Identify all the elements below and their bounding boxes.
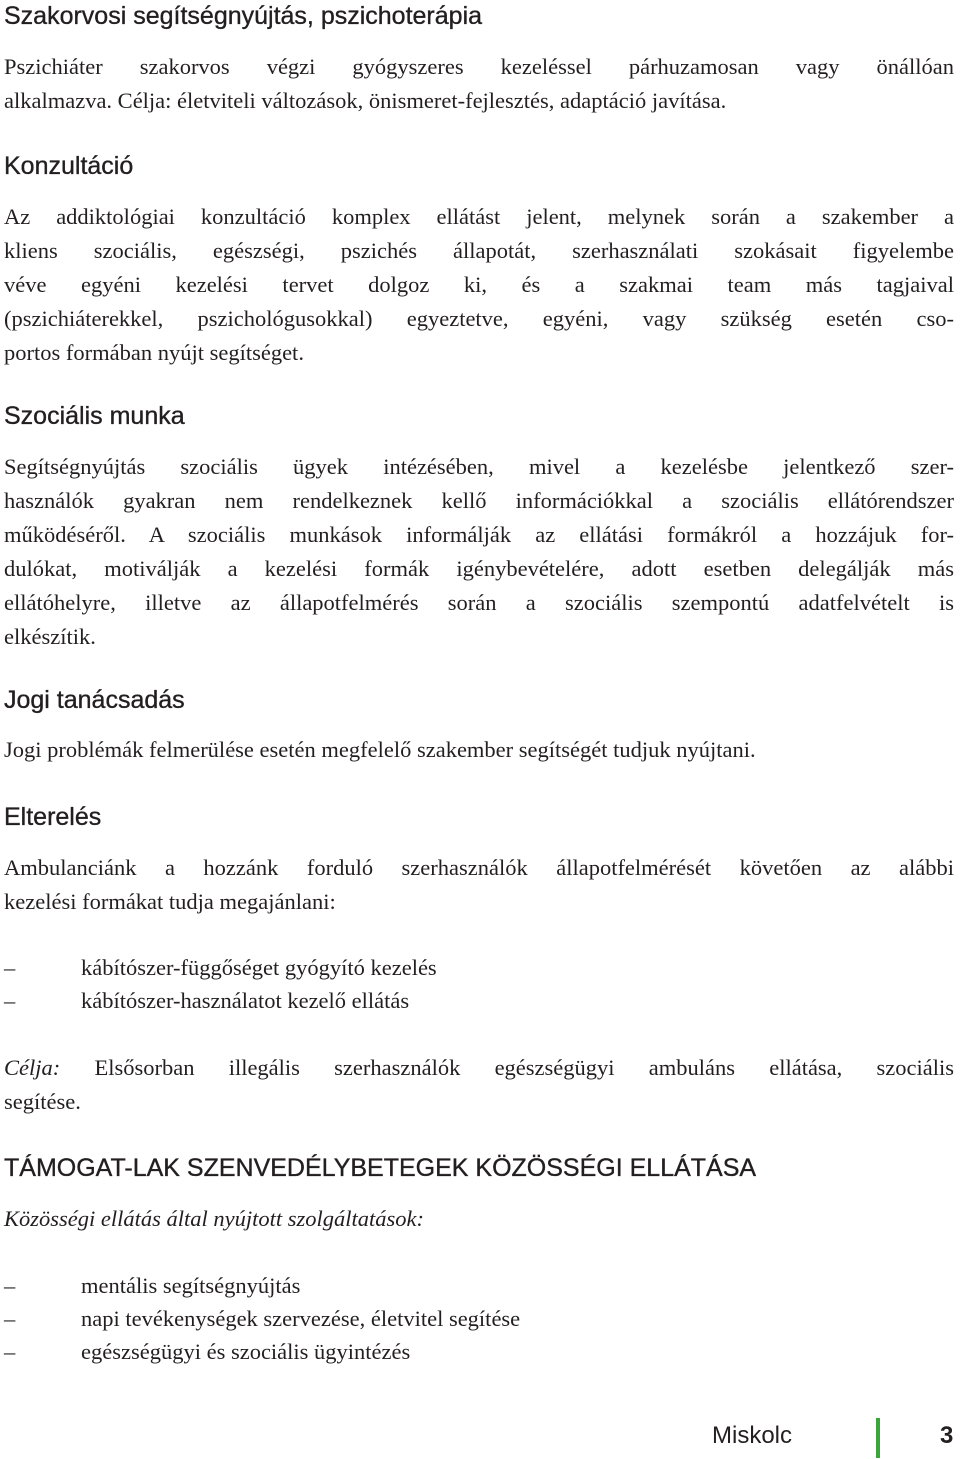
- paragraph-line: működéséről. A szociális munkások informálják az ellátási formákról a hozzájuk for-: [4, 522, 954, 547]
- goal-text: Elsősorban illegális szerhasználók egészségügyi ambuláns ellátása, szociális: [94, 1055, 954, 1080]
- list-item: [4, 951, 954, 984]
- paragraph-line: Jogi problémák felmerülése esetén megfelelő szakember segítségét tudjuk nyújtani.: [4, 737, 756, 762]
- section-body-szakorvosi: [4, 50, 954, 118]
- page-number: 3: [940, 1422, 954, 1449]
- list-item: [4, 1269, 954, 1302]
- list-dash: –: [4, 1273, 16, 1298]
- section-body-szocialis-munka: [4, 450, 954, 654]
- paragraph-line: portos formában nyújt segítséget.: [4, 340, 304, 365]
- paragraph-line: Segítségnyújtás szociális ügyek intézésében, mivel a kezelésbe jelentkező szer-: [4, 454, 954, 479]
- paragraph-line: segítése.: [4, 1089, 81, 1114]
- section-title-tamogat-lak: TÁMOGAT-LAK SZENVEDÉLYBETEGEK KÖZÖSSÉGI ELLÁTÁSA: [4, 1154, 757, 1182]
- list-item: [4, 1335, 954, 1368]
- paragraph-line: kliens szociális, egészségi, pszichés állapotát, szerhasználati szokásait figyelembe: [4, 238, 954, 263]
- paragraph-line: Pszichiáter szakorvos végzi gyógyszeres kezeléssel párhuzamosan vagy önállóan: [4, 54, 954, 79]
- list-item-text: egészségügyi és szociális ügyintézés: [81, 1339, 411, 1364]
- list-item-text: napi tevékenységek szervezése, életvitel segítése: [81, 1306, 521, 1331]
- elterelés-goal: [4, 1051, 954, 1119]
- paragraph-line: (pszichiáterekkel, pszichológusokkal) egyeztetve, egyéni, vagy szükség esetén cso-: [4, 306, 954, 331]
- list-dash: –: [4, 1339, 16, 1364]
- list-item: [4, 984, 954, 1017]
- list-item-text: mentális segítségnyújtás: [81, 1273, 301, 1298]
- paragraph-line: ellátóhelyre, illetve az állapotfelmérés során a szociális szempontú adatfelvételt is: [4, 590, 954, 615]
- paragraph-line: Ambulanciánk a hozzánk forduló szerhasználók állapotfelmérését követően az alábbi: [4, 855, 954, 880]
- goal-label: Célja:: [4, 1055, 61, 1080]
- footer-city: Miskolc: [712, 1422, 793, 1449]
- paragraph-line: véve egyéni kezelési tervet dolgoz ki, és a szakmai team más tagjaival: [4, 272, 954, 297]
- section-subtitle-tamogat-lak: Közösségi ellátás által nyújtott szolgáltatások:: [4, 1206, 425, 1231]
- list-dash: –: [4, 955, 16, 980]
- page-footer: [0, 1418, 960, 1458]
- list-item-text: kábítószer-használatot kezelő ellátás: [81, 988, 410, 1013]
- elterelés-list: [4, 951, 954, 1017]
- list-dash: –: [4, 988, 16, 1013]
- paragraph-line: kezelési formákat tudja megajánlani:: [4, 889, 336, 914]
- tamogat-lak-list: [4, 1269, 954, 1368]
- section-title-elterelés: Elterelés: [4, 803, 102, 831]
- paragraph-line: dulókat, motiválják a kezelési formák igénybevételére, adott esetben delegálják más: [4, 556, 954, 581]
- section-body-elterelés: [4, 851, 954, 919]
- paragraph-line: [4, 1051, 954, 1085]
- list-item: [4, 1302, 954, 1335]
- paragraph-line: alkalmazva. Célja: életviteli változások, önismeret-fejlesztés, adaptáció javítása.: [4, 88, 727, 113]
- section-body-jogi-tanacsadas: [4, 733, 954, 767]
- section-title-szakorvosi: Szakorvosi segítségnyújtás, pszichoterápia: [4, 2, 483, 30]
- list-item-text: kábítószer-függőséget gyógyító kezelés: [81, 955, 437, 980]
- section-body-konzultacio: [4, 200, 954, 370]
- section-title-szocialis-munka: Szociális munka: [4, 402, 185, 430]
- paragraph-line: használók gyakran nem rendelkeznek kellő információkkal a szociális ellátórendszer: [4, 488, 954, 513]
- paragraph-line: Az addiktológiai konzultáció komplex ellátást jelent, melynek során a szakember a: [4, 204, 954, 229]
- footer-accent-bar: [876, 1418, 880, 1458]
- list-dash: –: [4, 1306, 16, 1331]
- paragraph-line: elkészítik.: [4, 624, 96, 649]
- section-title-jogi-tanacsadas: Jogi tanácsadás: [4, 686, 185, 714]
- section-title-konzultacio: Konzultáció: [4, 152, 134, 180]
